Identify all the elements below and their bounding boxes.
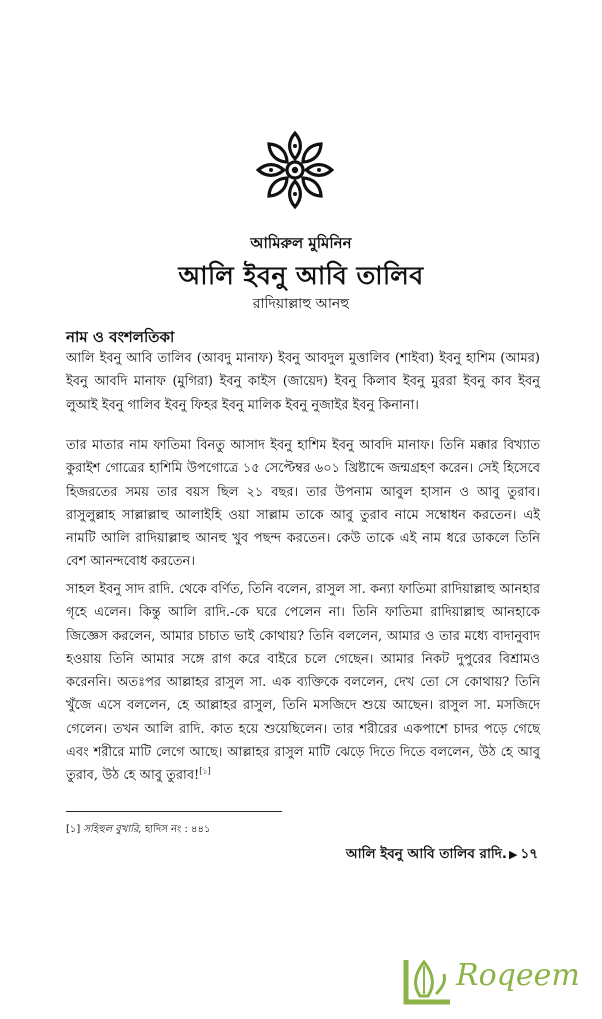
watermark-text: Roqeem	[456, 958, 580, 993]
footnote-marker: [১]	[66, 824, 81, 835]
footnote	[66, 822, 211, 839]
footnote-reference[interactable]: [১]	[199, 767, 211, 777]
watermark-logo	[398, 948, 598, 1014]
chapter-title: আলি ইবনু আবি তালিব	[178, 261, 424, 290]
body-paragraph: আলি ইবনু আবি তালিব (আবদু মানাফ) ইবনু আবদুল মুত্তালিব (শাইবা) ইবনু হাশিম (আমর) ইবনু আবদি মানাফ (মুগিরা) ইবনু কাইস (জায়েদ) ইবনু কিলাব ইবনু মুররা ইবনু কাব ইবনু লুআই ইবনু গালিব ইবনু ফিহর ইবনু মালিক ইবনু নুজাইর ইবনু কিনানা।	[66, 351, 540, 413]
footnote-source: সহিহুল বুখারি,	[83, 824, 142, 835]
page-number: ১৭	[520, 846, 538, 862]
footnote-divider	[66, 811, 282, 812]
running-footer	[346, 843, 538, 866]
arrow-right-icon: ▶	[508, 848, 518, 861]
paragraph-text: সাহল ইবনু সাদ রাদি. থেকে বর্ণিত, তিনি বলেন, রাসুল সা. কন্যা ফাতিমা রাদিয়াল্লাহু আনহার গৃহে এলেন। কিন্তু আলি রাদি.-কে ঘরে পেলেন না। তিনি ফাতিমা রাদিয়াল্লাহু আনহাকে জিজ্ঞেস করলেন, আমার চাচাত ভাই কোথায়? তিনি বললেন, আমার ও তার মধ্যে বাদানুবাদ হওয়ায় তিনি আমার সঙ্গে রাগ করে বাইরে চলে গেছেন। আমার নিকট দুপুরের বিশ্রামও করেননি। অতঃপর আল্লাহর রাসুল সা. এক ব্যক্তিকে বললেন, দেখ তো সে কোথায়? তিনি খুঁজে এসে বললেন, হে আল্লাহর রাসুল, তিনি মসজিদে শুয়ে আছেন। রাসুল সা. মসজিদে গেলেন। তখন আলি রাদি. কাত হয়ে শুয়েছিলেন। তার শরীরের একপাশে চাদর পড়ে গেছে এবং শরীরে মাটি লেগে আছে। আল্লাহর রাসুল মাটি ঝেড়ে দিতে দিতে বললেন, উঠ হে আবু তুরাব, উঠ হে আবু তুরাব!	[66, 582, 540, 784]
watermark-emblem-icon	[398, 948, 458, 1014]
body-paragraph	[66, 578, 540, 788]
footnote-detail: হাদিস নং : ৪৪১	[144, 824, 211, 835]
floral-ornament-icon	[255, 130, 335, 210]
running-title: আলি ইবনু আবি তালিব রাদি.	[345, 846, 507, 862]
chapter-honorific: রাদিয়াল্লাহু আনহু	[252, 296, 350, 312]
chapter-subtitle: আমিরুল মুমিনিন	[250, 234, 352, 252]
body-paragraph: তার মাতার নাম ফাতিমা বিনতু আসাদ ইবনু হাশিম ইবনু আবদি মানাফ। তিনি মক্কার বিখ্যাত কুরাইশ গোত্রের হাশিমি উপগোত্রে ১৫ সেপ্টেম্বর ৬০১ খ্রিষ্টাব্দে জন্মগ্রহণ করেন। সেই হিসেবে হিজরতের সময় তার বয়স ছিল ২১ বছর। তার উপনাম আবুল হাসান ও আবু তুরাব। রাসুলুল্লাহ সাল্লাল্লাহু আলাইহি ওয়া সাল্লাম তাকে আবু তুরাব নামে সম্বোধন করতেন। এই নামটি আলি রাদিয়াল্লাহু আনহু খুব পছন্দ করতেন। কেউ তাকে এই নাম ধরে ডাকলে তিনি বেশ আনন্দবোধ করতেন।	[66, 438, 540, 570]
section-heading: নাম ও বংশলতিকা	[66, 328, 175, 346]
